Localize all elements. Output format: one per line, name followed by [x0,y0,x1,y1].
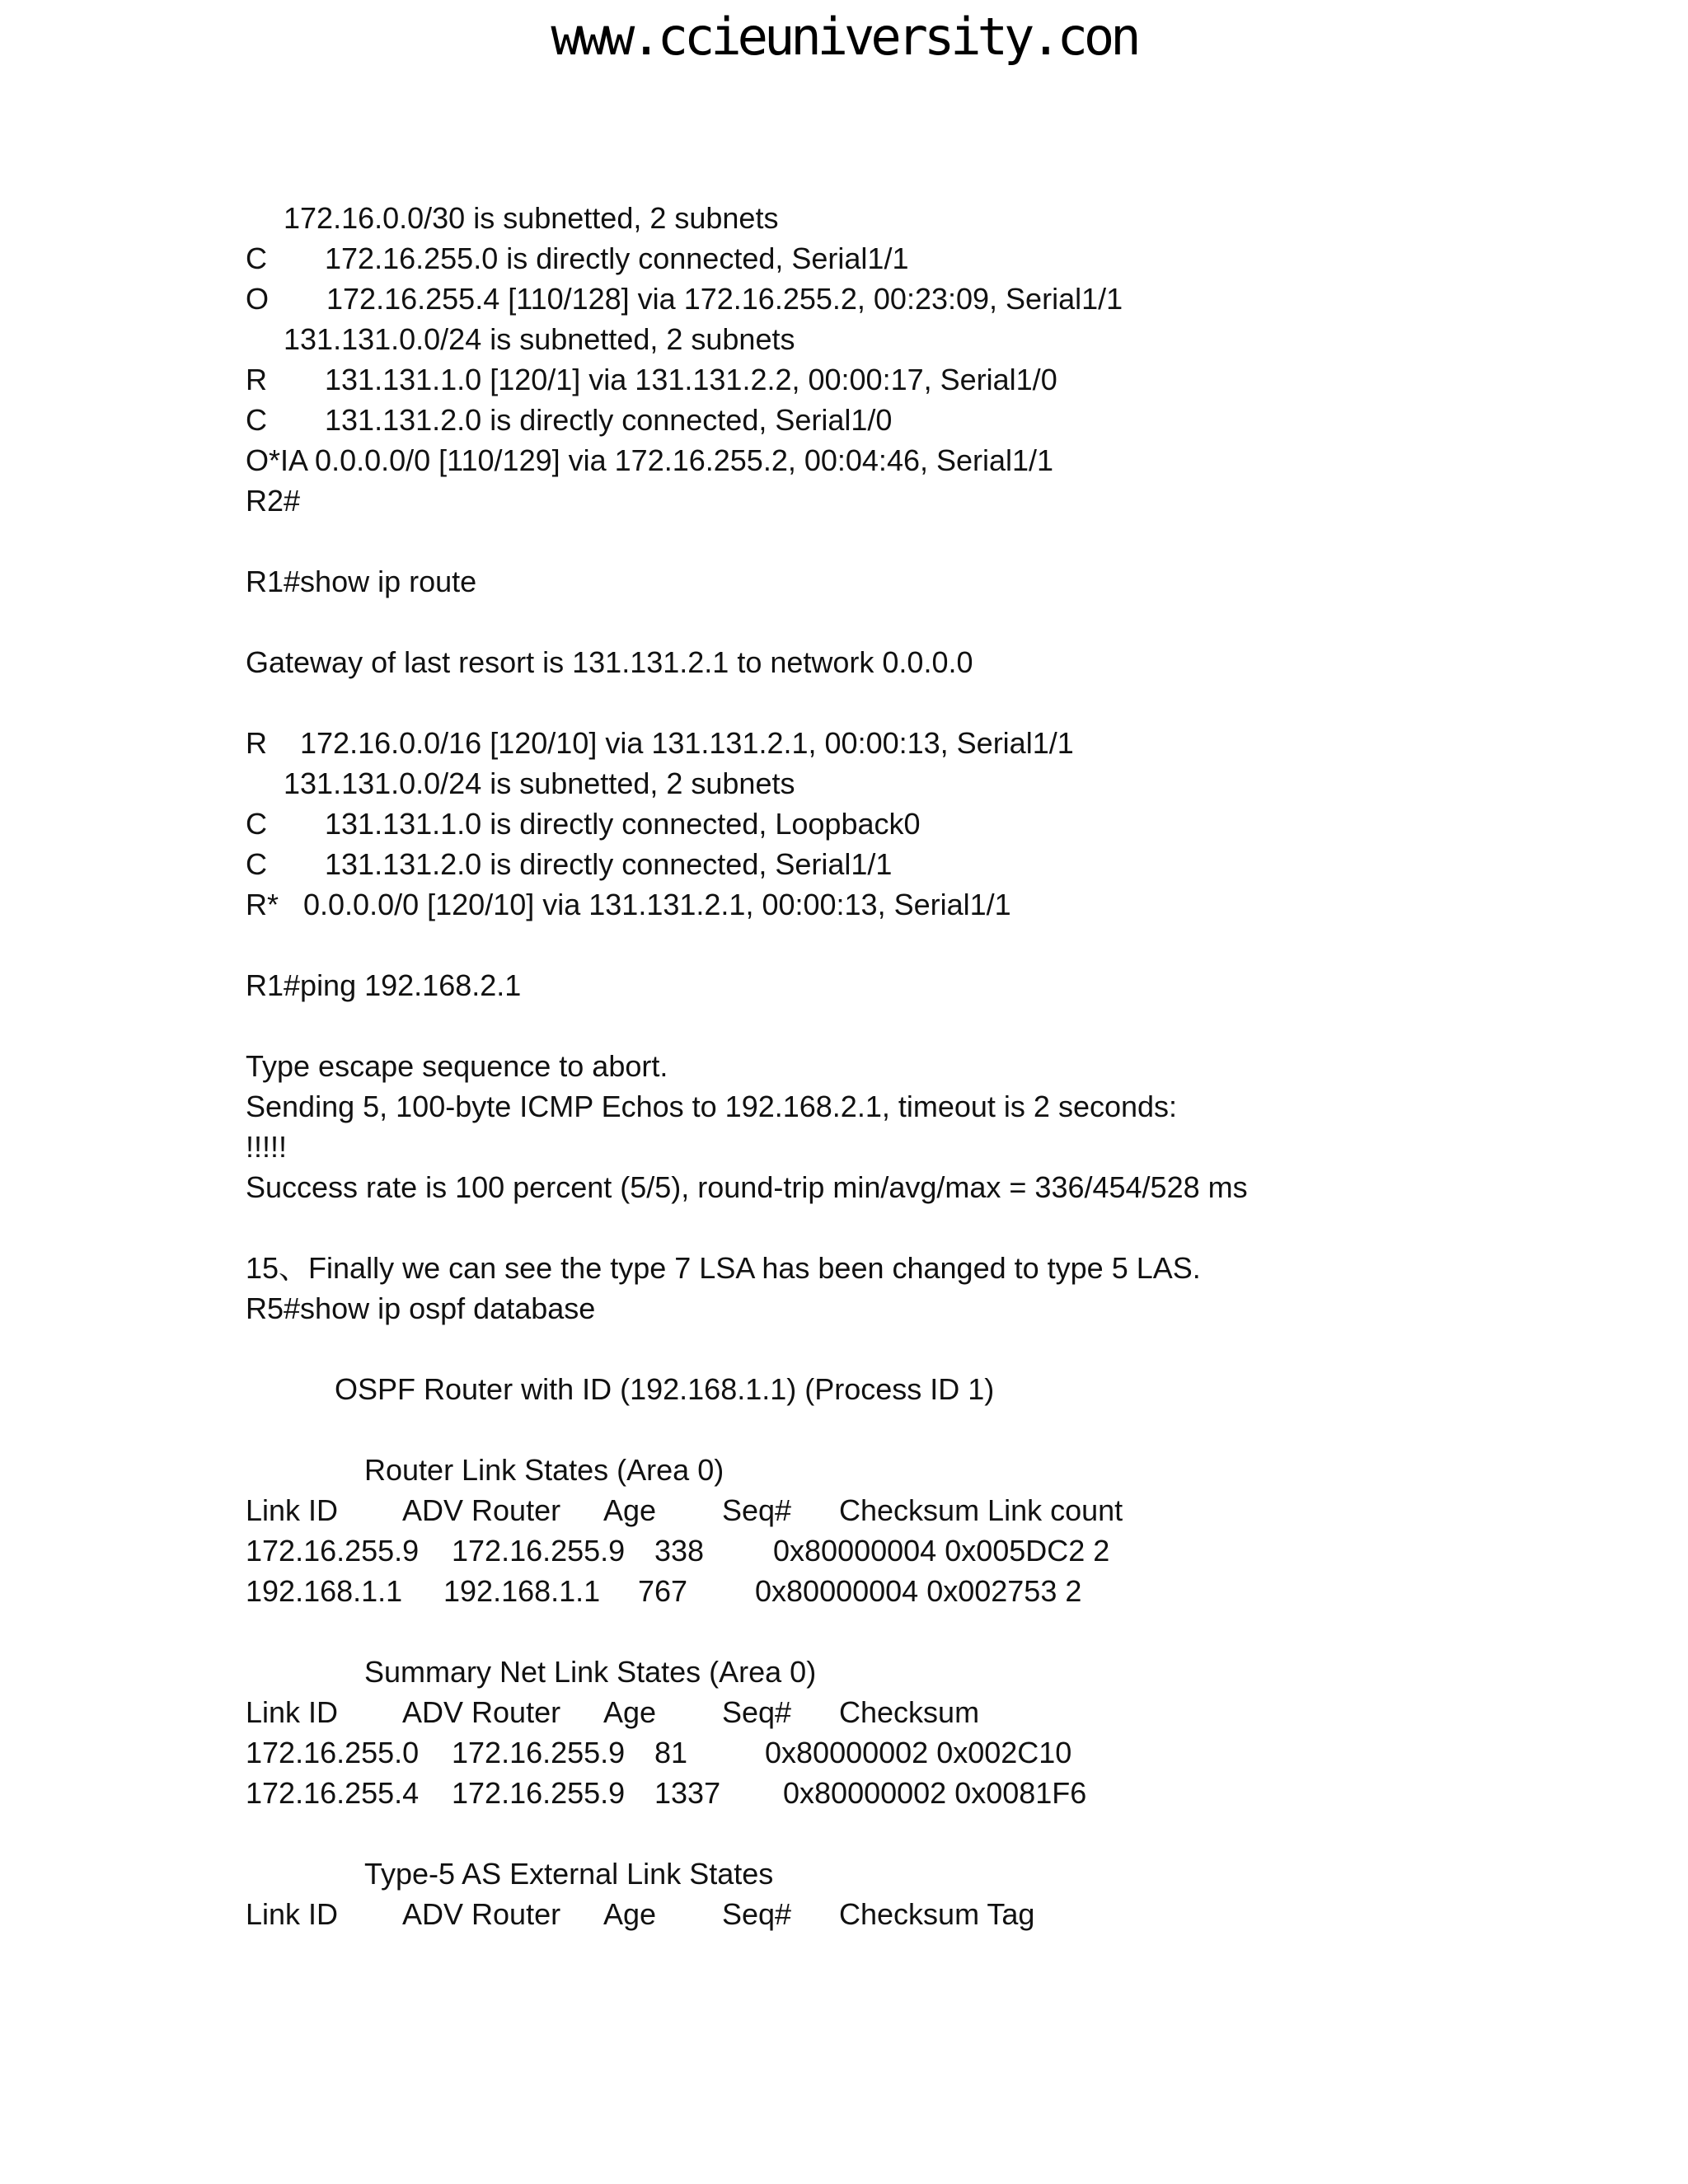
table-header [246,1692,1647,1732]
column-header: Age [603,1493,657,1527]
section-title: Summary Net Link States (Area 0) [364,1655,817,1689]
route-line: R 131.131.1.0 [120/1] via 131.131.2.2, 00:00:17, Serial1/0 [246,363,1057,396]
table-cell: 192.168.1.1 [246,1574,403,1608]
table-row [246,1571,1647,1611]
table-cell: 81 [654,1736,688,1769]
table-cell: 172.16.255.9 [452,1736,626,1769]
table-cell: 338 [654,1534,705,1568]
table-cell: 172.16.255.9 [452,1534,626,1568]
ping-output-line: Sending 5, 100-byte ICMP Echos to 192.168.2.1, timeout is 2 seconds: [246,1090,1178,1123]
cli-command: R5#show ip ospf database [246,1291,596,1325]
column-header: ADV Router [402,1695,561,1729]
section-title: Type-5 AS External Link States [364,1857,774,1891]
column-header: Checksum Tag [839,1897,1035,1931]
column-header: Link ID [246,1897,339,1931]
route-line: C 172.16.255.0 is directly connected, Serial1/1 [246,241,909,275]
cli-command: R1#ping 192.168.2.1 [246,968,522,1002]
step-description: 15、Finally we can see the type 7 LSA has been changed to type 5 LAS. [246,1251,1201,1285]
column-header: Link ID [246,1493,339,1527]
table-cell: 767 [638,1574,688,1608]
column-header: ADV Router [402,1493,561,1527]
table-cell: 0x80000002 0x0081F6 [783,1776,1087,1810]
document-body [246,198,1647,1934]
table-cell: 1337 [654,1776,721,1810]
table-row [246,1773,1647,1813]
route-line: 131.131.0.0/24 is subnetted, 2 subnets [284,322,795,356]
table-cell: 172.16.255.9 [452,1776,626,1810]
route-line: 131.131.0.0/24 is subnetted, 2 subnets [284,766,795,800]
site-watermark: www.ccieuniversity.con [551,7,1137,67]
section-title: Router Link States (Area 0) [364,1453,724,1487]
table-row [246,1732,1647,1773]
ping-output-line: Type escape sequence to abort. [246,1049,668,1083]
table-cell: 192.168.1.1 [443,1574,601,1608]
column-header: Checksum [839,1695,980,1729]
route-line: R 172.16.0.0/16 [120/10] via 131.131.2.1, 00:00:13, Serial1/1 [246,726,1074,760]
column-header: Link ID [246,1695,339,1729]
column-header: ADV Router [402,1897,561,1931]
ping-output-line: Success rate is 100 percent (5/5), round-trip min/avg/max = 336/454/528 ms [246,1170,1248,1204]
table-cell: 0x80000004 0x002753 2 [755,1574,1082,1608]
gateway-line: Gateway of last resort is 131.131.2.1 to network 0.0.0.0 [246,645,973,679]
route-line: C 131.131.1.0 is directly connected, Loopback0 [246,807,921,841]
table-row [246,1530,1647,1571]
table-header [246,1894,1647,1934]
table-cell: 172.16.255.9 [246,1534,420,1568]
route-line: R* 0.0.0.0/0 [120/10] via 131.131.2.1, 00:00:13, Serial1/1 [246,888,1011,921]
route-line: C 131.131.2.0 is directly connected, Serial1/0 [246,403,893,437]
table-header [246,1490,1647,1530]
table-cell: 0x80000004 0x005DC2 2 [773,1534,1110,1568]
ospf-router-id: OSPF Router with ID (192.168.1.1) (Process ID 1) [335,1372,995,1406]
column-header: Age [603,1695,657,1729]
cli-prompt: R2# [246,484,301,518]
column-header: Checksum Link count [839,1493,1123,1527]
route-line: C 131.131.2.0 is directly connected, Serial1/1 [246,847,893,881]
route-line: O*IA 0.0.0.0/0 [110/129] via 172.16.255.2, 00:04:46, Serial1/1 [246,443,1054,477]
route-line: 172.16.0.0/30 is subnetted, 2 subnets [284,201,779,235]
table-cell: 0x80000002 0x002C10 [765,1736,1072,1769]
route-line: O 172.16.255.4 [110/128] via 172.16.255.2, 00:23:09, Serial1/1 [246,282,1123,316]
ping-output-line: !!!!! [246,1130,288,1164]
column-header: Seq# [722,1897,792,1931]
column-header: Seq# [722,1493,792,1527]
column-header: Seq# [722,1695,792,1729]
table-cell: 172.16.255.4 [246,1776,420,1810]
column-header: Age [603,1897,657,1931]
table-cell: 172.16.255.0 [246,1736,420,1769]
cli-command: R1#show ip route [246,565,477,598]
